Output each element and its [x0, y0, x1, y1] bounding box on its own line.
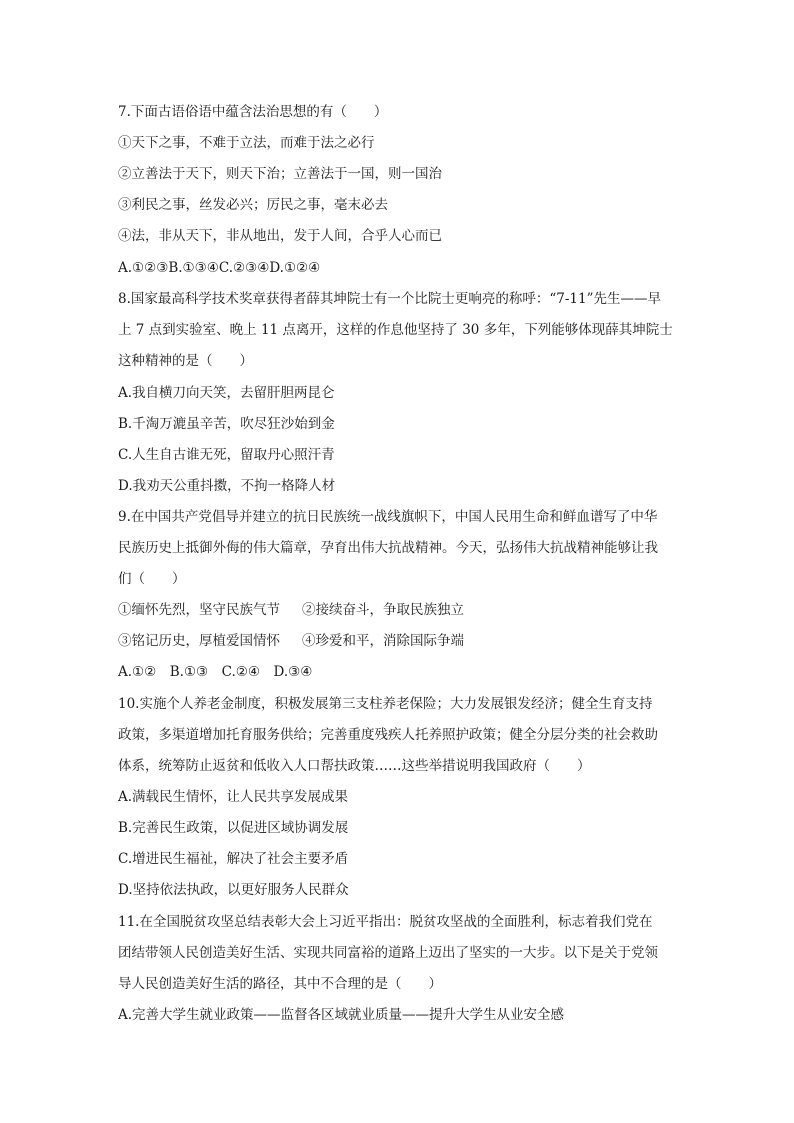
- q10-option-d: D.坚持依法执政，以更好服务人民群众: [118, 882, 349, 898]
- q9-options: A.①② B.①③ C.②④ D.③④: [118, 664, 313, 680]
- q9-stem-line-2: 民族历史上抵御外侮的伟大篇章，孕育出伟大抗战精神。今天，弘扬伟大抗战精神能够让我: [118, 540, 658, 556]
- q7-item-2: ②立善法于天下，则天下治；立善法于一国，则一国治: [118, 166, 442, 182]
- q9-item-1: ①缅怀先烈，坚守民族气节: [118, 602, 280, 618]
- q7-options: A.①②③B.①③④C.②③④D.①②④: [118, 260, 321, 276]
- q7-item-1: ①天下之事，不难于立法，而难于法之必行: [118, 135, 375, 151]
- q10-stem-line-1: 10.实施个人养老金制度，积极发展第三支柱养老保险；大力发展银发经济；健全生育支持: [118, 696, 653, 712]
- q7-item-3: ③利民之事，丝发必兴；厉民之事，毫末必去: [118, 197, 388, 213]
- q10-option-b: B.完善民生政策，以促进区域协调发展: [118, 820, 349, 836]
- q9-item-2: ②接续奋斗，争取民族独立: [302, 602, 464, 618]
- q8-option-d: D.我劝天公重抖擞，不拘一格降人材: [118, 478, 336, 494]
- q10-stem-line-2: 政策，多渠道增加托育服务供给；完善重度残疾人托养照护政策；健全分层分类的社会救助: [118, 727, 658, 743]
- q11-option-a: A.完善大学生就业政策——监督各区域就业质量——提升大学生从业安全感: [118, 1007, 565, 1023]
- q9-stem-line-3: 们（ ）: [118, 571, 186, 587]
- q10-stem-line-3: 体系，统筹防止返贫和低收入人口帮扶政策……这些举措说明我国政府（ ）: [118, 758, 591, 774]
- q9-items-row-1: [118, 601, 678, 619]
- q8-option-c: C.人生自古谁无死，留取丹心照汗青: [118, 447, 335, 463]
- q9-items-row-2: [118, 632, 678, 650]
- q11-stem-line-1: 11.在全国脱贫攻坚总结表彰大会上习近平指出：脱贫攻坚战的全面胜利，标志着我们党在: [118, 914, 653, 930]
- q7-stem: 7.下面古语俗语中蕴含法治思想的有（ ）: [118, 104, 388, 120]
- q10-option-c: C.增进民生福祉，解决了社会主要矛盾: [118, 851, 349, 867]
- q9-stem-line-1: 9.在中国共产党倡导并建立的抗日民族统一战线旗帜下，中国人民用生命和鲜血谱写了中华: [118, 509, 658, 525]
- q8-stem-line-1: 8.国家最高科学技术奖章获得者薛其坤院士有一个比院士更响亮的称呼：“7-11”先生——早: [118, 291, 662, 307]
- q11-stem-line-2: 团结带领人民创造美好生活、实现共同富裕的道路上迈出了坚实的一大步。以下是关于党领: [118, 945, 658, 961]
- q7-item-4: ④法，非从天下，非从地出，发于人间，合乎人心而已: [118, 228, 442, 244]
- q8-stem-line-3: 这种精神的是（ ）: [118, 353, 253, 369]
- q9-item-3: ③铭记历史，厚植爱国情怀: [118, 633, 280, 649]
- q8-option-b: B.千淘万漉虽辛苦，吹尽狂沙始到金: [118, 416, 335, 432]
- q11-stem-line-3: 导人民创造美好生活的路径，其中不合理的是（ ）: [118, 976, 442, 992]
- q10-option-a: A.满载民生情怀，让人民共享发展成果: [118, 789, 349, 805]
- q8-stem-line-2: 上 7 点到实验室、晚上 11 点离开，这样的作息他坚持了 30 多年，下列能够体现薛其坤院士: [118, 322, 673, 338]
- q9-item-4: ④珍爱和平，消除国际争端: [302, 633, 464, 649]
- q8-option-a: A.我自横刀向天笑，去留肝胆两昆仑: [118, 385, 335, 401]
